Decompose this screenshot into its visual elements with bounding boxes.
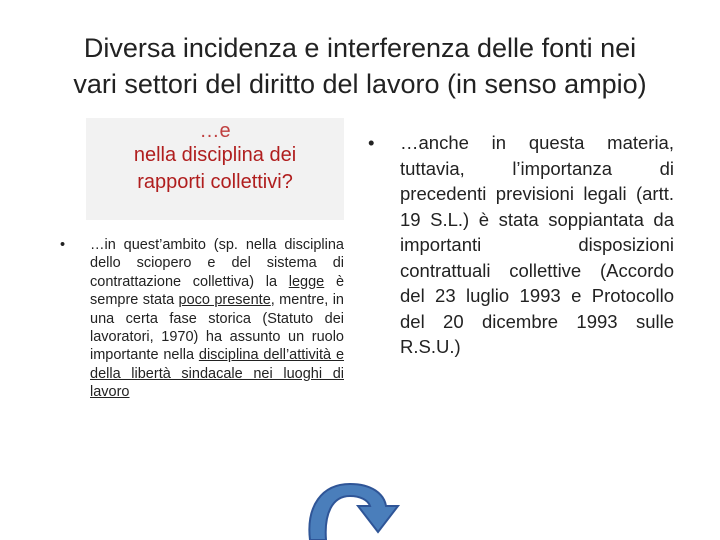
slide-title-line-1: Diversa incidenza e interferenza delle fonti nei bbox=[83, 33, 637, 63]
bullet-marker: • bbox=[368, 132, 375, 153]
underlined-disciplina-sindacale: disciplina dell’attività e della libertà sindacale nei luoghi di lavoro bbox=[90, 347, 345, 401]
heading-line-1: nella disciplina dei bbox=[133, 144, 297, 166]
heading-line-2: rapporti collettivi? bbox=[137, 171, 293, 193]
heading-ellipsis: …e bbox=[199, 120, 231, 142]
slide-title bbox=[20, 30, 700, 102]
bullet-marker: • bbox=[60, 237, 66, 253]
left-text-part-3: , mentre, in una certa fase storica (Statuto dei lavoratori, 1970) ha assunto un ruolo importante nella bbox=[90, 292, 344, 364]
right-bullet-text: …anche in questa materia, tuttavia, l’importanza di precedenti previsioni legali (artt. 19 S.L.) è stata soppiantata da importanti disposizioni contrattuali collettive (Accordo del 23 luglio 1993 e Protocollo del 20 dicembre 1993 sulle R.S.U.) bbox=[400, 132, 674, 357]
left-text-part-2: è sempre stata bbox=[90, 273, 345, 309]
collective-relations-heading bbox=[86, 118, 344, 220]
arrow-shape bbox=[309, 484, 398, 540]
curved-circular-arrow-icon bbox=[300, 476, 410, 540]
underlined-legge: legge bbox=[288, 273, 325, 290]
left-bullet-item bbox=[60, 236, 344, 402]
left-text-part-1: …in quest’ambito (sp. nella disciplina dello sciopero e del sistema di contrattazione collettiva) la bbox=[90, 237, 344, 290]
right-bullet-item bbox=[368, 130, 674, 360]
slide-title-line-2: vari settori del diritto del lavoro (in senso ampio) bbox=[73, 69, 647, 99]
underlined-poco-presente: poco presente bbox=[178, 292, 271, 309]
left-bullet-text bbox=[90, 236, 344, 402]
